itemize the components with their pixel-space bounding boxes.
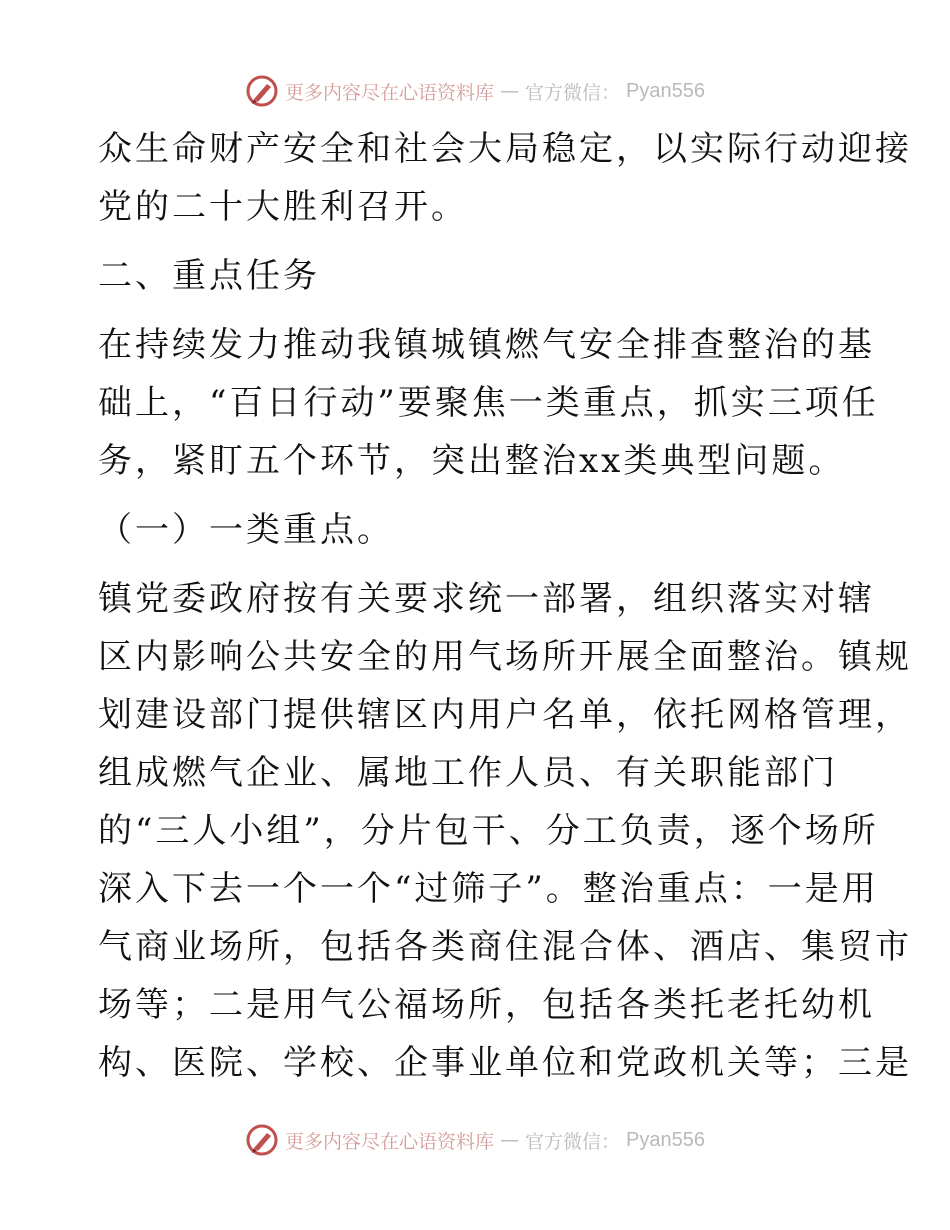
watermark-main-text: 更多内容尽在心语资料库 [285,1130,495,1153]
text-line: 区内影响公共安全的用气场所开展全面整治。镇规 [98,637,912,677]
text-line: 镇党委政府按有关要求统一部署，组织落实对辖 [98,579,875,619]
subsection-heading: （一）一类重点。 [98,510,394,550]
text-line: 构、医院、学校、企事业单位和党政机关等；三是 [98,1043,912,1083]
watermark-main-text: 更多内容尽在心语资料库 [285,81,495,104]
text-line: 组成燃气企业、属地工作人员、有关职能部门 [98,753,838,793]
text-line: 务，紧盯五个环节，突出整治xx类典型问题。 [98,441,846,481]
watermark-wechat-label: 官方微信： [525,1130,621,1153]
text-line: 场等；二是用气公福场所，包括各类托老托幼机 [98,985,875,1025]
text-line: 气商业场所，包括各类商住混合体、酒店、集贸市 [98,927,912,967]
text-line: 础上，“百日行动”要聚焦一类重点，抓实三项任 [98,383,879,423]
watermark-wechat-label: 官方微信： [525,81,621,104]
watermark-separator: — [500,1129,520,1151]
text-line: 的“三人小组”，分片包干、分工负责，逐个场所 [98,811,879,851]
pen-logo-icon [245,74,279,108]
document-body [98,120,912,1092]
watermark-wechat-id: Pyan556 [626,79,705,102]
pen-logo-icon [245,1123,279,1157]
text-line: 深入下去一个一个“过筛子”。整治重点：一是用 [98,869,879,909]
watermark-header [0,71,950,111]
watermark-wechat-id: Pyan556 [626,1128,705,1151]
text-line: 众生命财产安全和社会大局稳定，以实际行动迎接 [98,129,912,169]
text-line: 划建设部门提供辖区内用户名单，依托网格管理， [98,695,912,735]
watermark-footer [0,1120,950,1160]
text-line: 党的二十大胜利召开。 [98,187,468,227]
watermark-separator: — [500,80,520,102]
section-heading: 二、重点任务 [98,256,320,296]
text-line: 在持续发力推动我镇城镇燃气安全排查整治的基 [98,325,875,365]
